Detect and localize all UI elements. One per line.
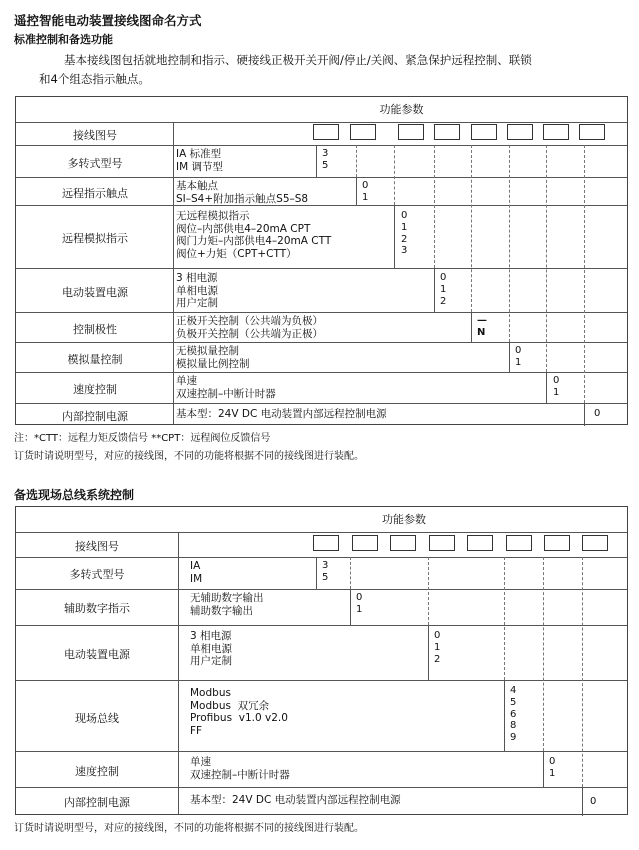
row2-label-internal-power: 内部控制电源 — [64, 796, 130, 809]
row-label-remote-analog: 远程模拟指示 — [62, 232, 128, 245]
row2-codes-fieldbus: 4 5 6 8 9 — [510, 685, 517, 744]
code-box — [350, 124, 376, 140]
note-line-1: 注：*CTT：远程力矩反馈信号 **CPT：远程阀位反馈信号 — [14, 433, 271, 444]
footer-note: 订货时请说明型号，对应的接线图，不同的功能将根据不同的接线图进行装配。 — [14, 823, 364, 834]
row2-codes-model: 3 5 — [322, 560, 329, 583]
row2-desc-internal-power: 基本型：24V DC 电动装置内部远程控制电源 — [190, 794, 401, 806]
row2-desc-power: 3 相电源 单相电源 用户定制 — [190, 630, 232, 668]
code-box — [543, 124, 569, 140]
row2-label-speed: 速度控制 — [75, 765, 119, 778]
row-label-analog-control: 模拟量控制 — [67, 353, 123, 366]
row-label-model: 多转式型号 — [67, 157, 123, 170]
section2-title: 备选现场总线系统控制 — [14, 488, 135, 502]
row2-label-model: 多转式型号 — [69, 568, 125, 581]
note-line-2: 订货时请说明型号，对应的接线图，不同的功能将根据不同的接线图进行装配。 — [14, 451, 364, 462]
code-box — [352, 535, 378, 551]
row-codes-model: 3 5 — [322, 148, 329, 171]
row2-codes-internal-power: 0 — [590, 796, 597, 807]
page-title: 遥控智能电动装置接线图命名方式 — [14, 13, 202, 28]
code-box — [434, 124, 460, 140]
code-box — [506, 535, 532, 551]
code-box — [398, 124, 424, 140]
row2-desc-model: IA IM — [190, 560, 203, 585]
function-table-1 — [15, 96, 628, 425]
code-box — [313, 535, 339, 551]
table2-header: 功能参数 — [382, 513, 426, 526]
function-table-2 — [15, 506, 628, 815]
row-label-remote-contacts: 远程指示触点 — [62, 187, 128, 200]
row-codes-polarity: — N — [477, 315, 487, 338]
row-desc-polarity: 正极开关控制（公共端为负极） 负极开关控制（公共端为正极） — [176, 315, 323, 340]
table1-header: 功能参数 — [379, 103, 424, 116]
code-box — [582, 535, 608, 551]
wiring-number-label: 接线图号 — [73, 129, 117, 142]
row-codes-analog-control: 0 1 — [515, 345, 522, 368]
row-label-speed: 速度控制 — [73, 383, 117, 396]
row-desc-remote-analog: 无远程模拟指示 阀位–内部供电4–20mA CPT 阀门力矩–内部供电4–20mA CTT 阀位+力矩（CPT+CTT） — [176, 210, 332, 260]
code-box — [313, 124, 339, 140]
intro-line-2: 和4个组态指示触点。 — [39, 72, 150, 86]
code-box — [390, 535, 416, 551]
code-box — [467, 535, 493, 551]
row-codes-speed: 0 1 — [553, 375, 560, 398]
row-label-power: 电动装置电源 — [62, 286, 128, 299]
code-box — [579, 124, 605, 140]
row-desc-analog-control: 无模拟量控制 模拟量比例控制 — [176, 345, 250, 370]
row-codes-remote-contacts: 0 1 — [362, 180, 369, 203]
code-box — [429, 535, 455, 551]
row-desc-speed: 单速 双速控制–中断计时器 — [176, 375, 276, 400]
row2-label-fieldbus: 现场总线 — [75, 712, 119, 725]
row-codes-power: 0 1 2 — [440, 272, 447, 307]
row2-codes-aux-digital: 0 1 — [356, 592, 363, 615]
row2-desc-aux-digital: 无辅助数字输出 辅助数字输出 — [190, 592, 264, 617]
code-box — [507, 124, 533, 140]
row-desc-model: IA 标准型 IM 调节型 — [176, 148, 223, 173]
row-label-internal-power: 内部控制电源 — [62, 410, 128, 423]
subtitle: 标准控制和备选功能 — [14, 33, 113, 46]
row2-desc-fieldbus: Modbus Modbus 双冗余 Profibus v1.0 v2.0 FF — [190, 687, 288, 737]
row-desc-remote-contacts: 基本触点 SI–S4+附加指示触点S5–S8 — [176, 180, 309, 205]
row-desc-power: 3 相电源 单相电源 用户定制 — [176, 272, 218, 310]
code-box — [471, 124, 497, 140]
row-desc-internal-power: 基本型：24V DC 电动装置内部远程控制电源 — [176, 408, 387, 420]
row2-label-power: 电动装置电源 — [64, 648, 130, 661]
wiring-number-label-2: 接线图号 — [75, 540, 119, 553]
row2-desc-speed: 单速 双速控制–中断计时器 — [190, 756, 290, 781]
row-label-polarity: 控制极性 — [73, 323, 117, 336]
code-box — [544, 535, 570, 551]
intro-line-1: 基本接线图包括就地控制和指示、硬接线正极开关开阀/停止/关阀、紧急保护远程控制、联锁 — [64, 53, 532, 67]
row2-codes-power: 0 1 2 — [434, 630, 441, 665]
row2-codes-speed: 0 1 — [549, 756, 556, 779]
row2-label-aux-digital: 辅助数字指示 — [64, 602, 130, 615]
row-codes-remote-analog: 0 1 2 3 — [401, 210, 408, 257]
row-codes-internal-power: 0 — [594, 408, 601, 419]
